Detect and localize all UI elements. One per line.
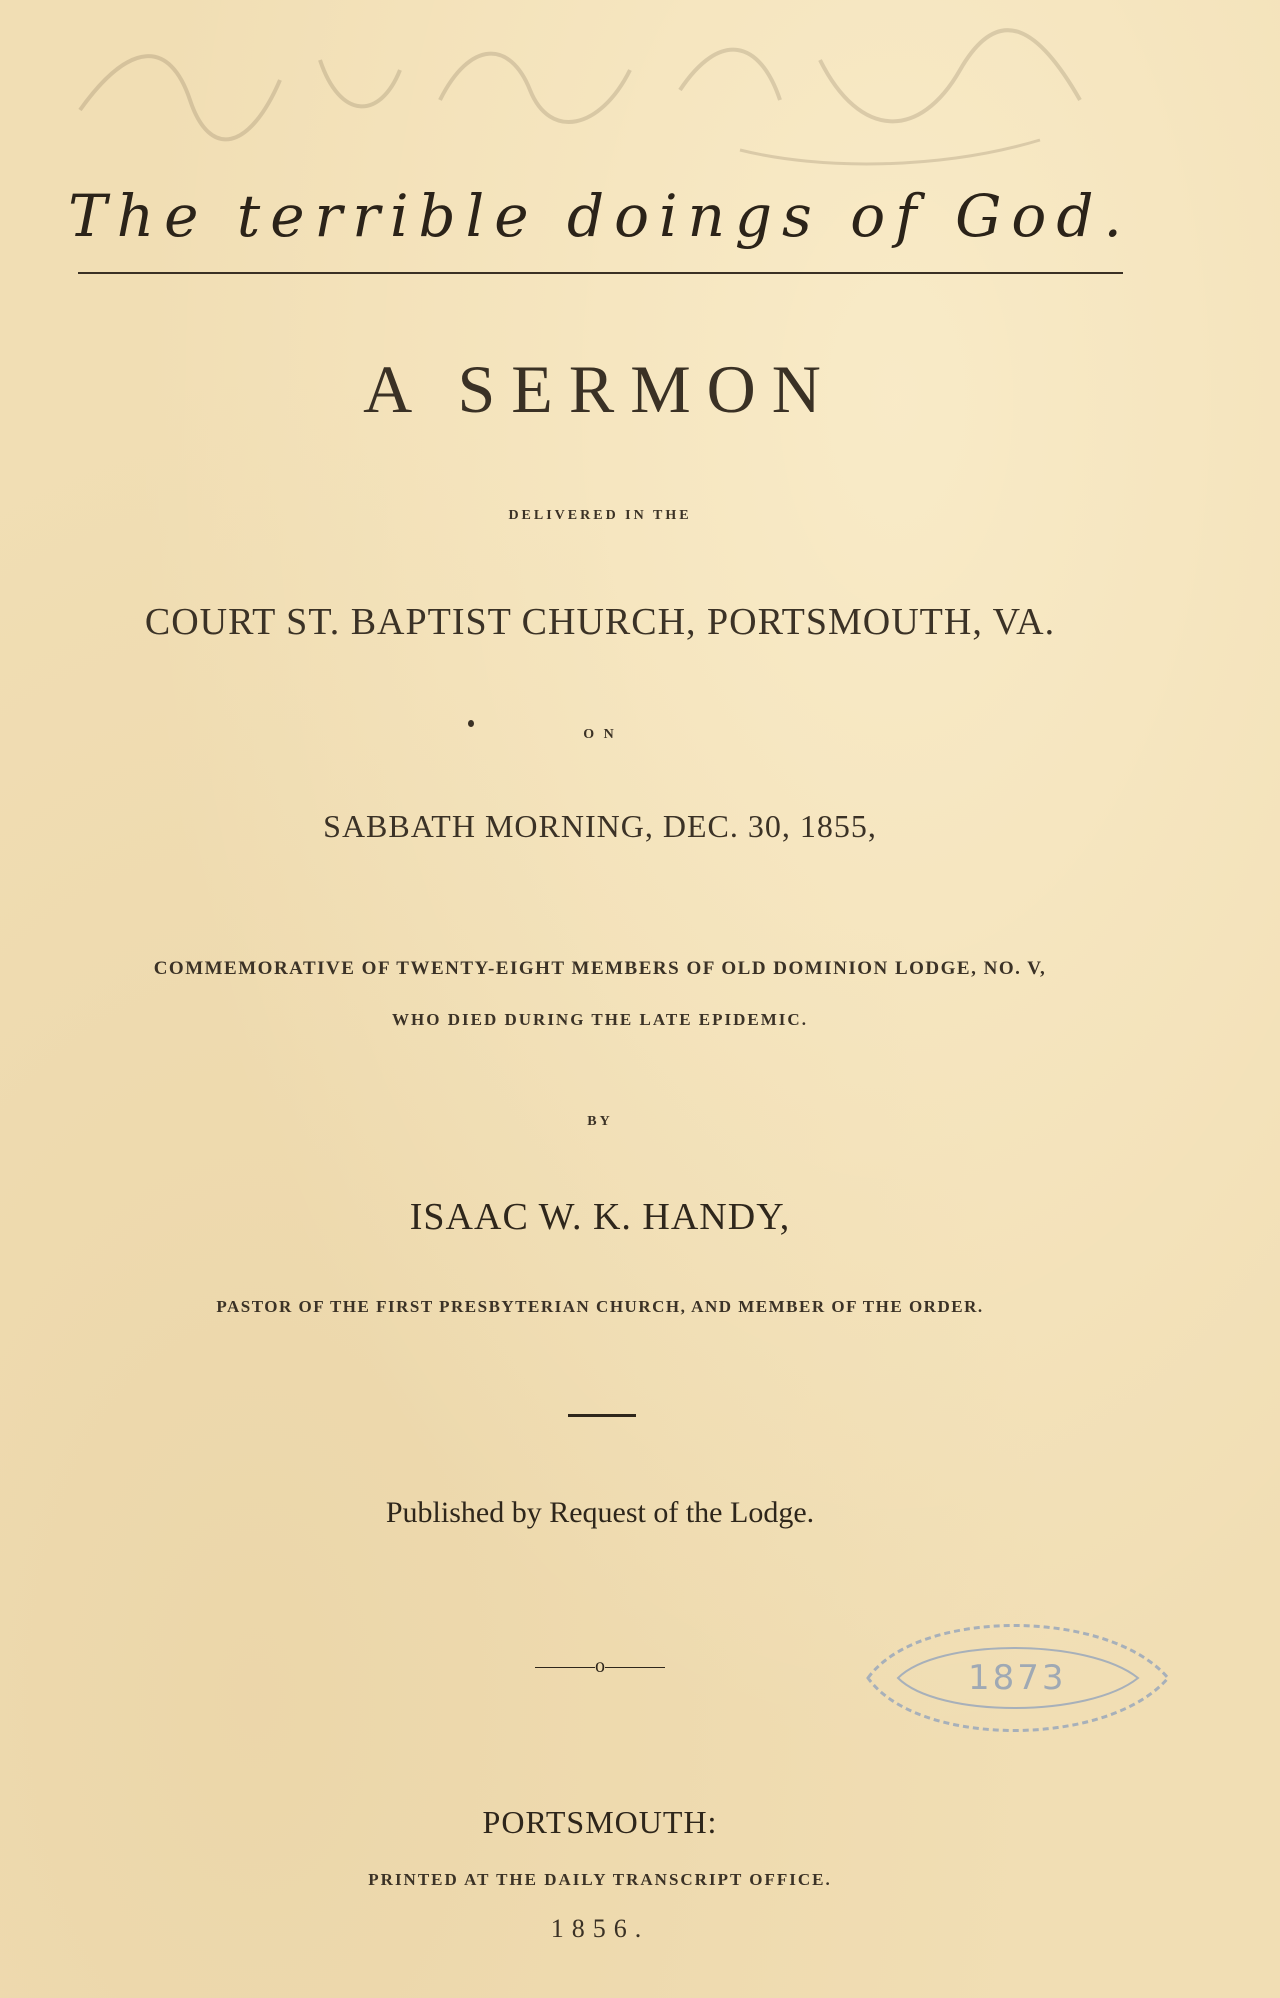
church-line: COURT ST. BAPTIST CHURCH, PORTSMOUTH, VA. xyxy=(144,601,1056,643)
stamp-year: 1873 xyxy=(968,1658,1067,1698)
sermon-heading: A SERMON xyxy=(363,351,837,427)
faint-handwritten-inscription xyxy=(40,0,1140,180)
page-title: The terrible doings of God. xyxy=(68,182,1132,250)
ornament-dash-right xyxy=(605,1667,665,1668)
imprint-place: PORTSMOUTH: xyxy=(482,1804,718,1840)
ink-dot xyxy=(468,720,474,727)
author-title-line: PASTOR OF THE FIRST PRESBYTERIAN CHURCH, AND MEMBER OF THE ORDER. xyxy=(216,1297,984,1316)
section-divider xyxy=(568,1414,636,1417)
imprint-printer: PRINTED AT THE DAILY TRANSCRIPT OFFICE. xyxy=(368,1870,832,1889)
delivered-line: DELIVERED IN THE xyxy=(508,508,692,523)
title-underline xyxy=(78,272,1123,274)
ornament-mark: o xyxy=(595,1655,605,1677)
commemorative-line: COMMEMORATIVE OF TWENTY-EIGHT MEMBERS OF OLD DOMINION LODGE, NO. V, xyxy=(153,958,1047,979)
publication-note: Published by Request of the Lodge. xyxy=(385,1496,815,1529)
date-line: SABBATH MORNING, DEC. 30, 1855, xyxy=(323,808,877,844)
epidemic-line: WHO DIED DURING THE LATE EPIDEMIC. xyxy=(392,1010,808,1029)
on-line: O N xyxy=(583,727,617,742)
by-line: BY xyxy=(587,1114,613,1129)
library-stamp xyxy=(858,1598,1178,1758)
imprint-year: 1856. xyxy=(550,1914,650,1943)
ornament-dash-left xyxy=(535,1667,595,1668)
author-name: ISAAC W. K. HANDY, xyxy=(409,1196,791,1238)
